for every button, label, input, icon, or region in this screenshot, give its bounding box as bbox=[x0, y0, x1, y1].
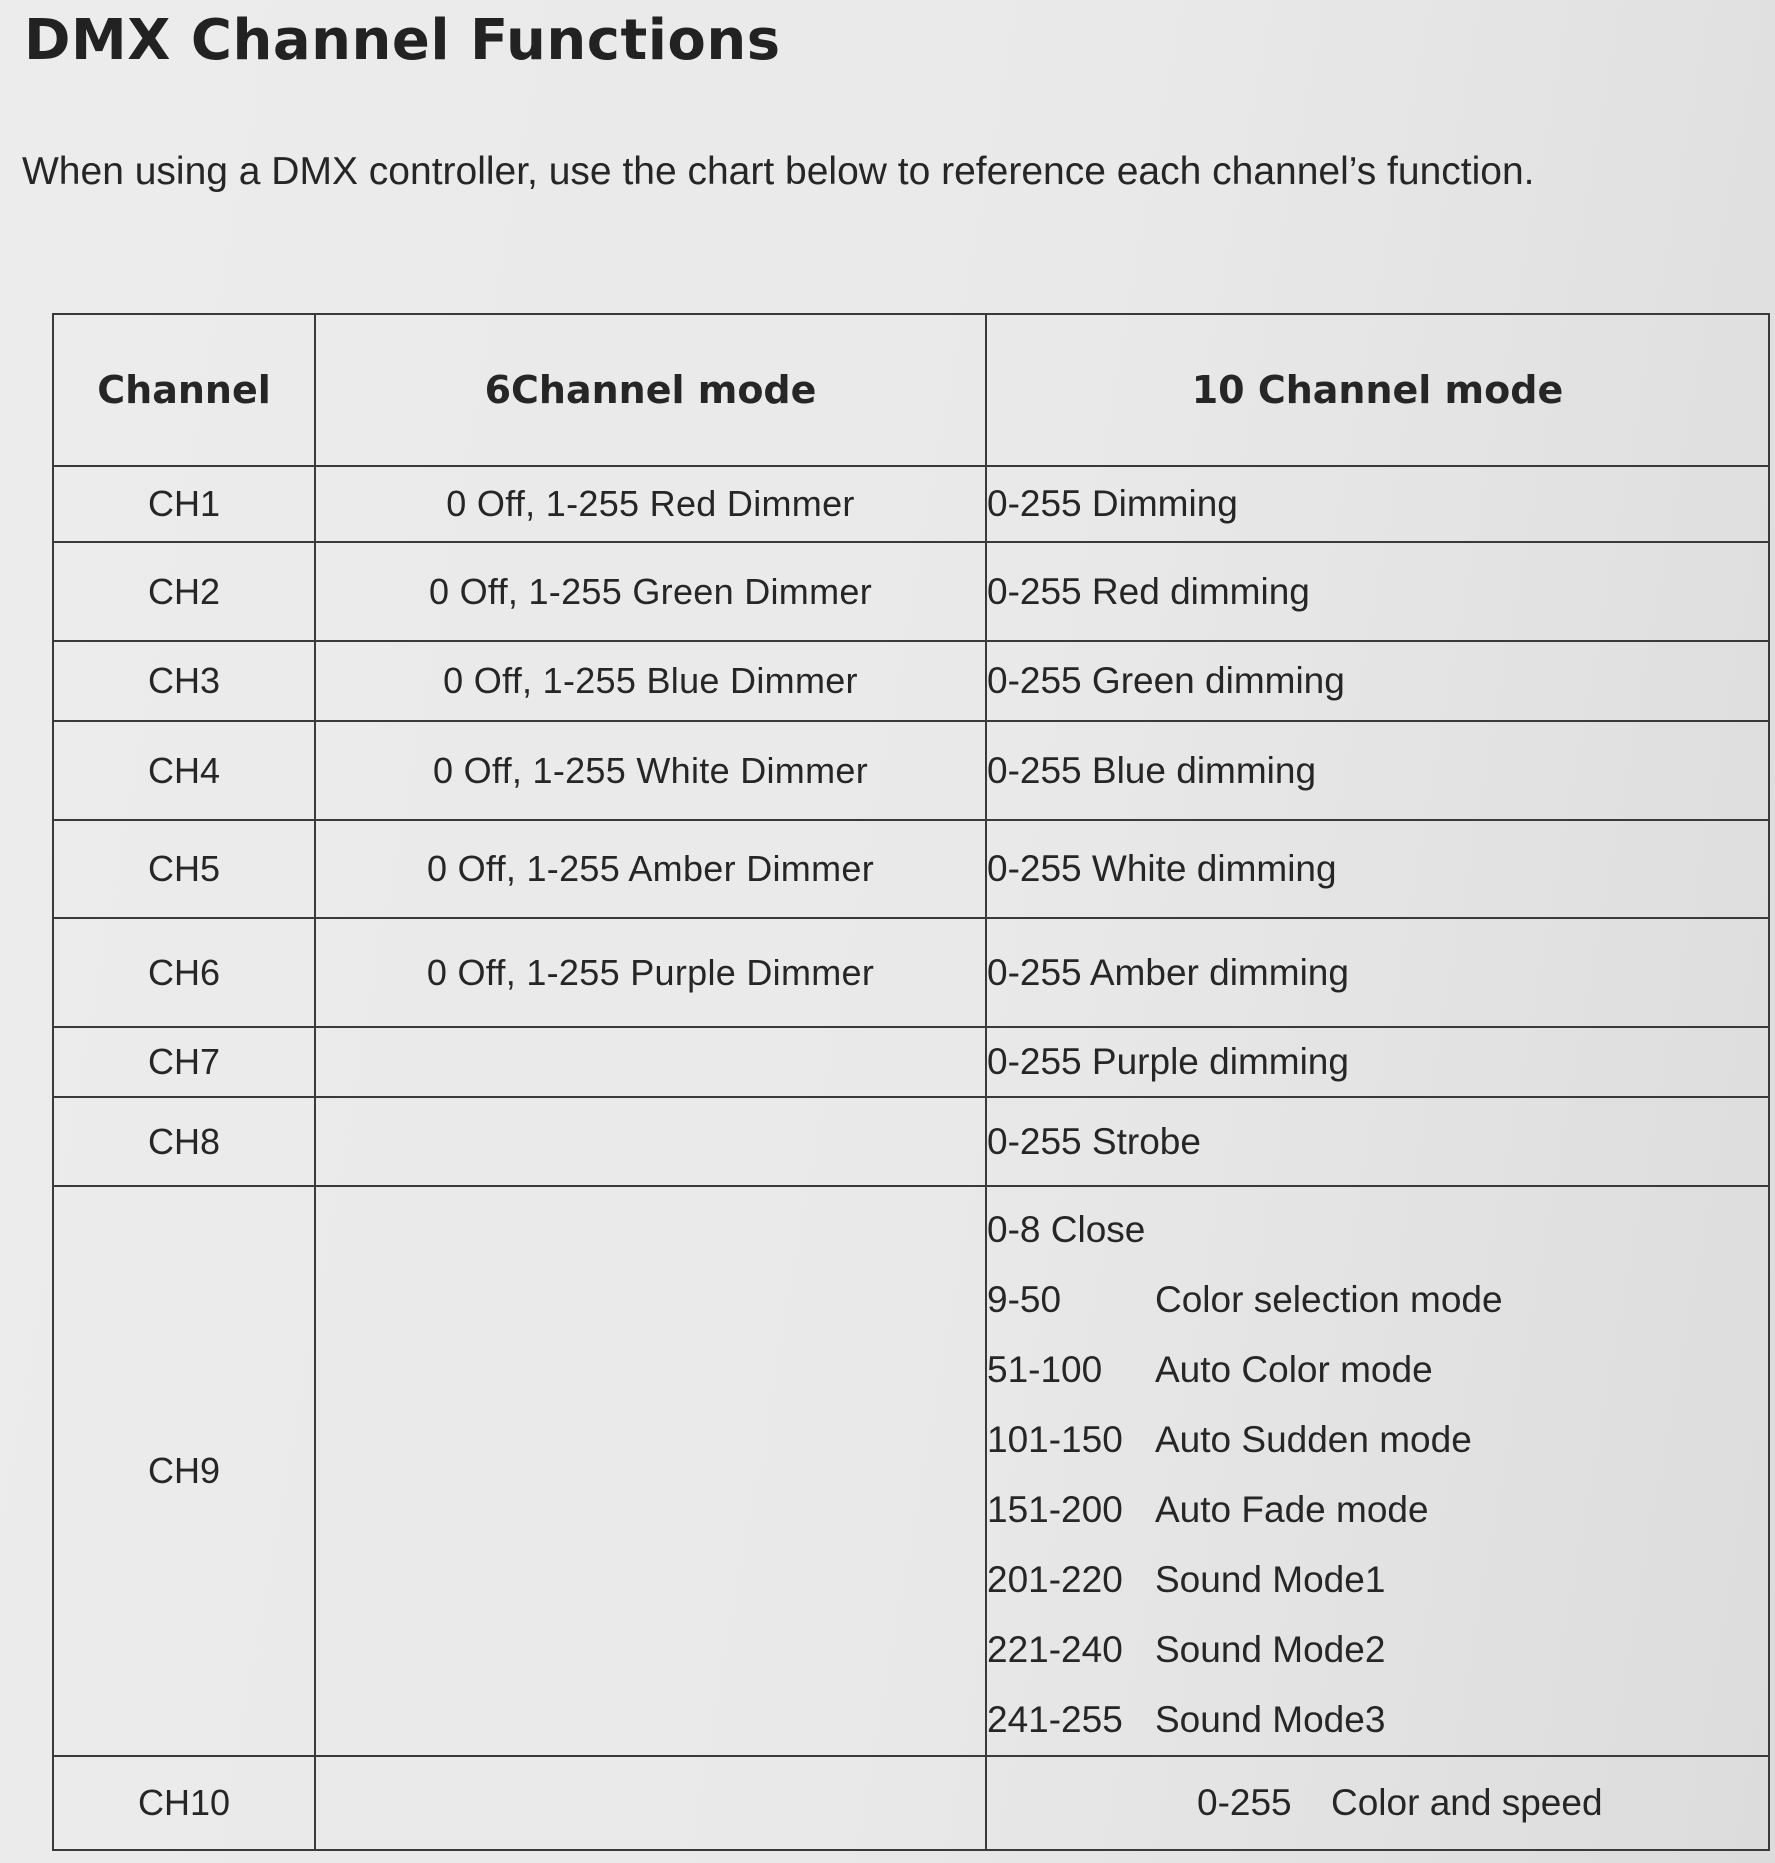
range-item bbox=[987, 1685, 1768, 1755]
channel-cell: CH1 bbox=[53, 466, 315, 542]
channel-cell: CH2 bbox=[53, 542, 315, 641]
range-item bbox=[987, 1475, 1768, 1545]
header-ten-channel-mode: 10 Channel mode bbox=[986, 314, 1769, 466]
channel-cell: CH9 bbox=[53, 1186, 315, 1756]
ten-channel-cell: 0-255 Amber dimming bbox=[986, 918, 1769, 1027]
range-item bbox=[987, 1335, 1768, 1405]
table-row bbox=[53, 721, 1769, 820]
range-item bbox=[987, 1545, 1768, 1615]
six-channel-cell: 0 Off, 1-255 Red Dimmer bbox=[315, 466, 986, 542]
range-label: Sound Mode2 bbox=[1155, 1629, 1386, 1670]
range-text: 0-8 Close bbox=[987, 1209, 1146, 1250]
channel-cell: CH3 bbox=[53, 641, 315, 721]
range-label: Auto Fade mode bbox=[1155, 1489, 1429, 1530]
ten-channel-cell: 0-255 Dimming bbox=[986, 466, 1769, 542]
table-row bbox=[53, 1756, 1769, 1850]
range-value: 51-100 bbox=[987, 1349, 1103, 1390]
range-value: 0-255 bbox=[1197, 1782, 1292, 1823]
range-label: Sound Mode3 bbox=[1155, 1699, 1386, 1740]
channel-cell: CH6 bbox=[53, 918, 315, 1027]
table-row bbox=[53, 641, 1769, 721]
ten-channel-cell bbox=[986, 1756, 1769, 1850]
table-row bbox=[53, 1097, 1769, 1186]
ten-channel-cell: 0-255 Strobe bbox=[986, 1097, 1769, 1186]
range-label: Color and speed bbox=[1331, 1782, 1603, 1823]
six-channel-cell: 0 Off, 1-255 Purple Dimmer bbox=[315, 918, 986, 1027]
page-title: DMX Channel Functions bbox=[24, 8, 781, 73]
six-channel-cell bbox=[315, 1027, 986, 1097]
header-channel: Channel bbox=[53, 314, 315, 466]
table-row bbox=[53, 1186, 1769, 1756]
range-item bbox=[987, 1195, 1768, 1265]
ten-channel-cell: 0-255 Purple dimming bbox=[986, 1027, 1769, 1097]
range-label: Auto Sudden mode bbox=[1155, 1419, 1472, 1460]
channel-cell: CH5 bbox=[53, 820, 315, 918]
ten-channel-cell: 0-255 Green dimming bbox=[986, 641, 1769, 721]
range-value: 101-150 bbox=[987, 1419, 1123, 1460]
range-item bbox=[987, 1405, 1768, 1475]
ten-channel-cell: 0-255 Red dimming bbox=[986, 542, 1769, 641]
channel-cell: CH10 bbox=[53, 1756, 315, 1850]
range-label: Color selection mode bbox=[1155, 1279, 1503, 1320]
range-value: 241-255 bbox=[987, 1699, 1123, 1740]
range-value: 221-240 bbox=[987, 1629, 1123, 1670]
intro-text: When using a DMX controller, use the chart below to reference each channel’s function. bbox=[22, 150, 1535, 193]
ten-channel-cell bbox=[986, 1186, 1769, 1756]
six-channel-cell bbox=[315, 1186, 986, 1756]
dmx-channel-table bbox=[52, 313, 1770, 1851]
table-row bbox=[53, 542, 1769, 641]
six-channel-cell: 0 Off, 1-255 Blue Dimmer bbox=[315, 641, 986, 721]
ten-channel-cell: 0-255 Blue dimming bbox=[986, 721, 1769, 820]
six-channel-cell: 0 Off, 1-255 Green Dimmer bbox=[315, 542, 986, 641]
table-row bbox=[53, 466, 1769, 542]
table-row bbox=[53, 1027, 1769, 1097]
range-value: 9-50 bbox=[987, 1279, 1062, 1320]
range-value: 151-200 bbox=[987, 1489, 1123, 1530]
table-header-row bbox=[53, 314, 1769, 466]
mode-range-list bbox=[987, 1187, 1768, 1755]
channel-cell: CH8 bbox=[53, 1097, 315, 1186]
range-item bbox=[987, 1265, 1768, 1335]
six-channel-cell bbox=[315, 1756, 986, 1850]
six-channel-cell: 0 Off, 1-255 Amber Dimmer bbox=[315, 820, 986, 918]
header-six-channel-mode: 6Channel mode bbox=[315, 314, 986, 466]
range-item bbox=[1197, 1782, 1768, 1824]
channel-cell: CH4 bbox=[53, 721, 315, 820]
range-value: 201-220 bbox=[987, 1559, 1123, 1600]
range-label: Auto Color mode bbox=[1155, 1349, 1433, 1390]
range-item bbox=[987, 1615, 1768, 1685]
channel-cell: CH7 bbox=[53, 1027, 315, 1097]
range-label: Sound Mode1 bbox=[1155, 1559, 1386, 1600]
table-row bbox=[53, 820, 1769, 918]
six-channel-cell bbox=[315, 1097, 986, 1186]
table-row bbox=[53, 918, 1769, 1027]
ten-channel-cell: 0-255 White dimming bbox=[986, 820, 1769, 918]
six-channel-cell: 0 Off, 1-255 White Dimmer bbox=[315, 721, 986, 820]
